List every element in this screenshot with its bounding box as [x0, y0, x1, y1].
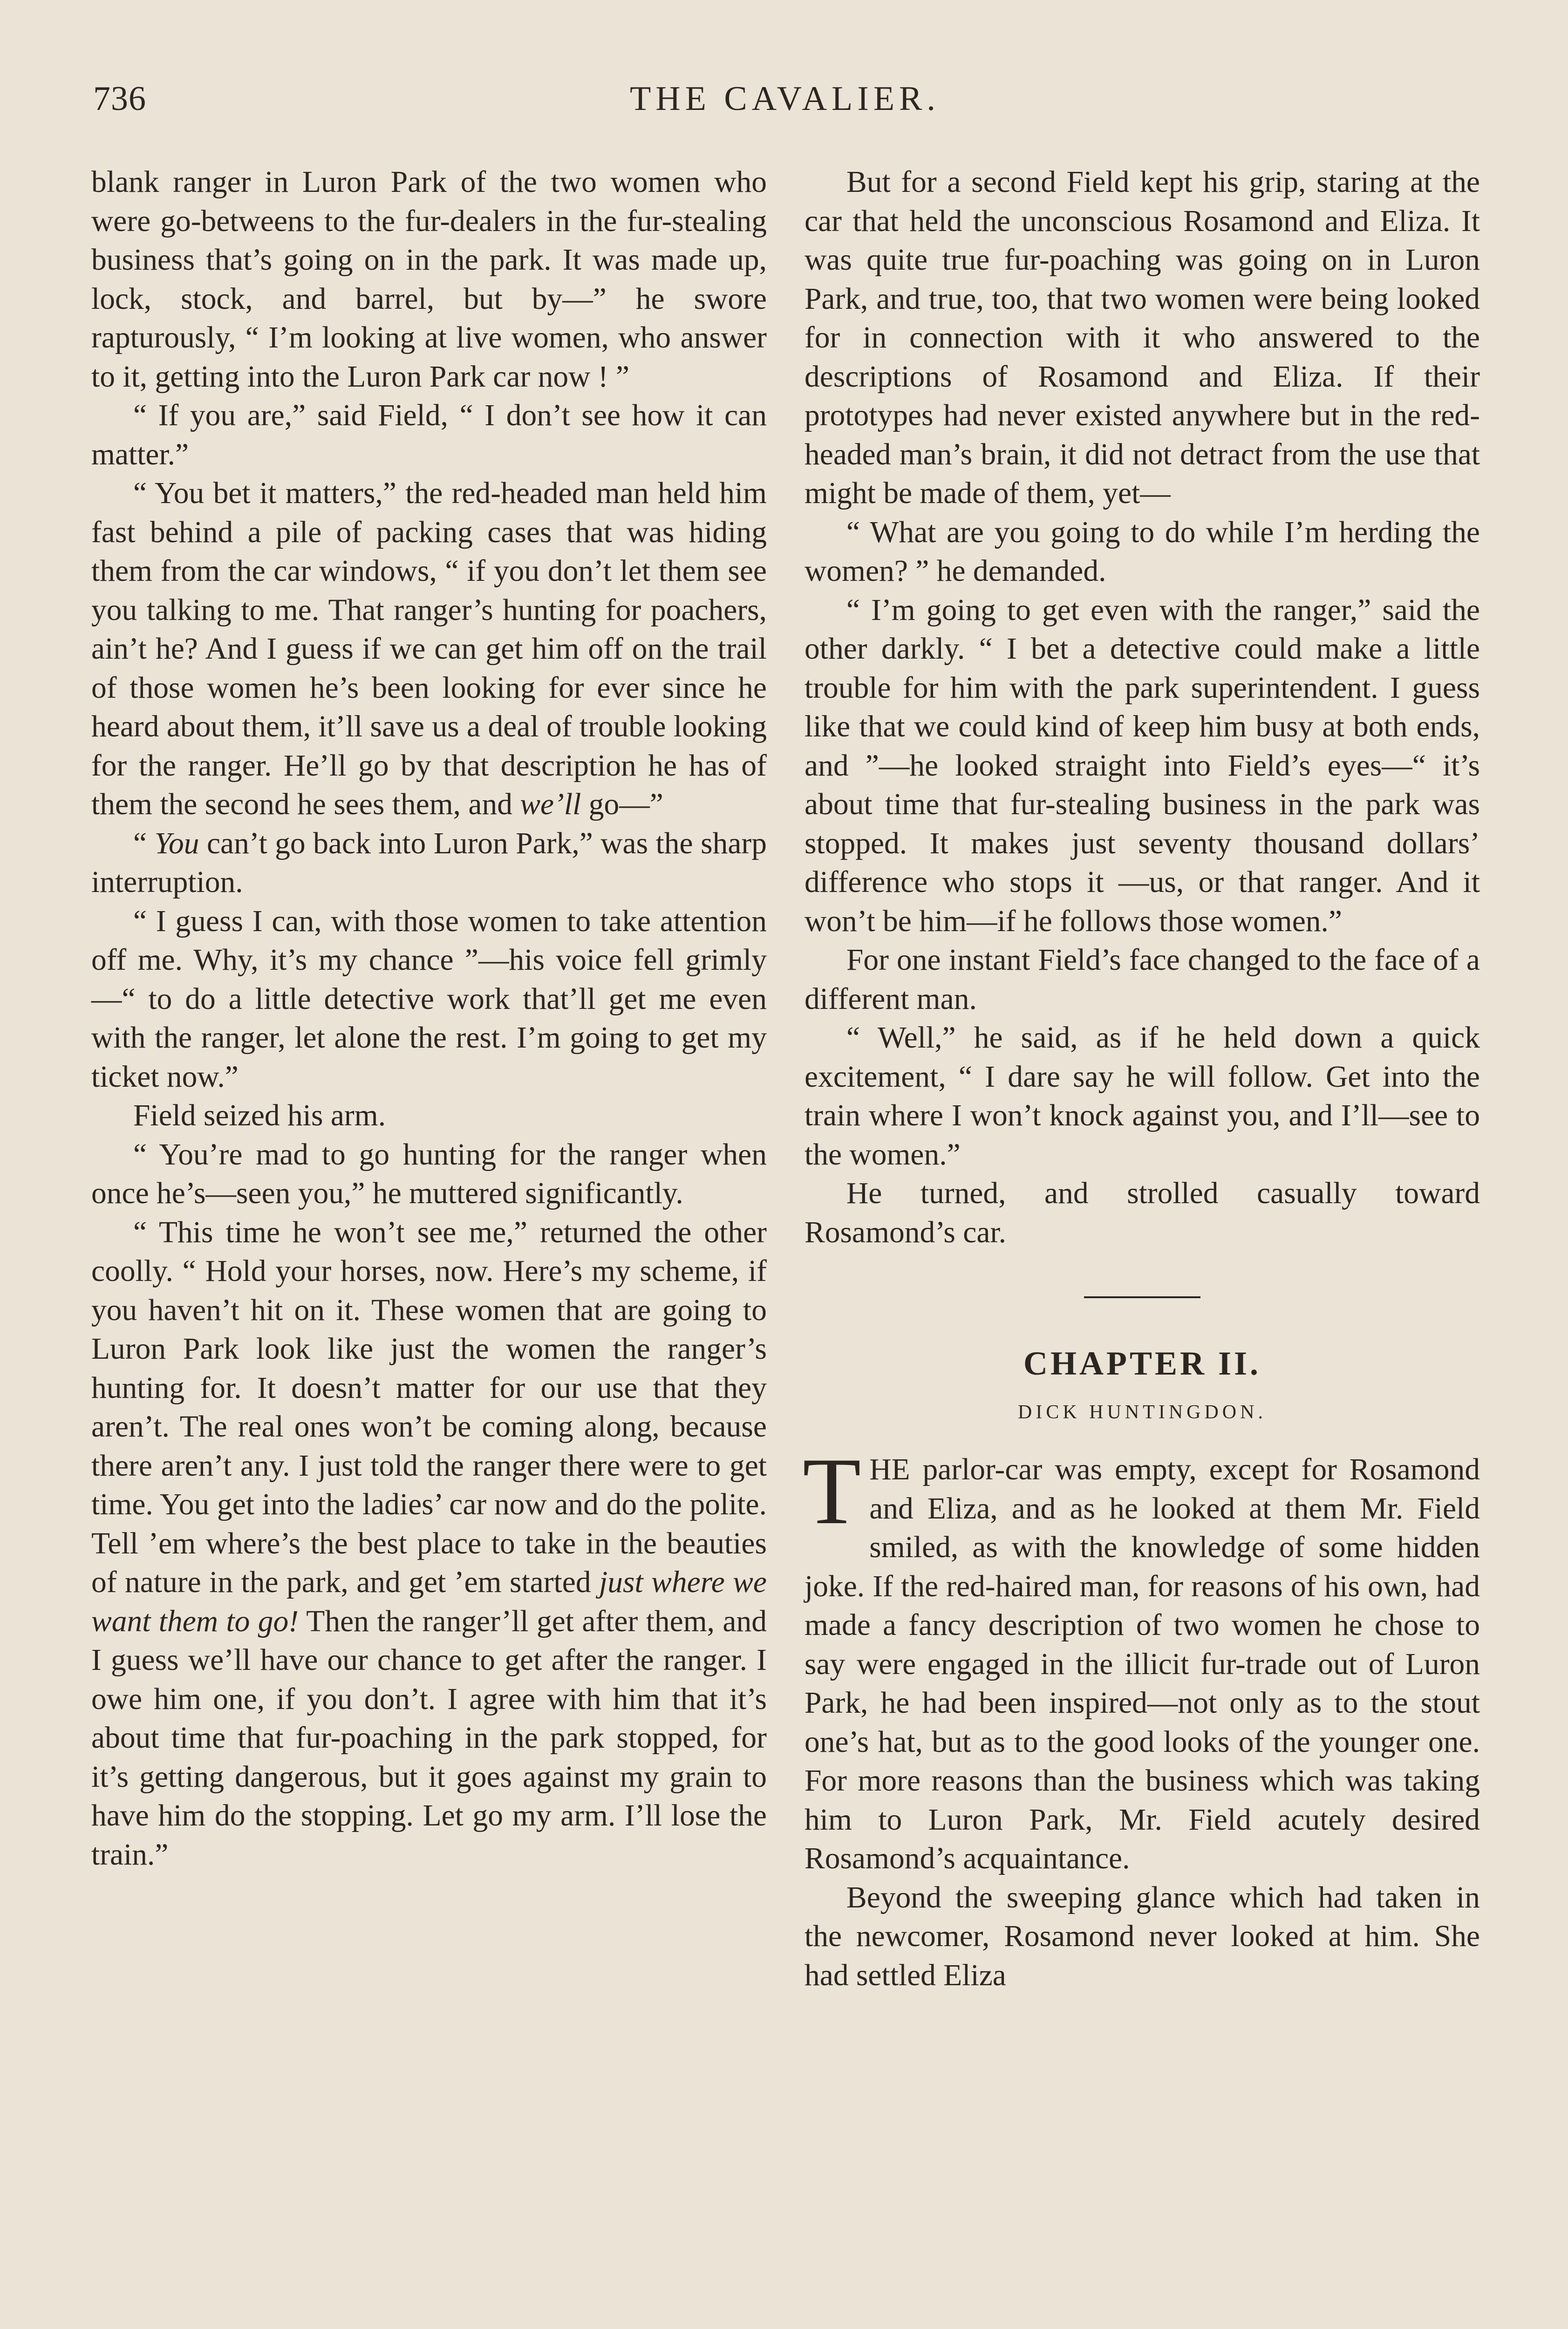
paragraph: Beyond the sweeping glance which had taken in the newcomer, Rosamond never looked at him. She had settled Eliza [804, 1880, 1480, 1992]
paragraph: He turned, and strolled casually toward Rosamond’s car. [804, 1177, 1480, 1249]
paragraph: For one instant Field’s face changed to the face of a different man. [804, 943, 1480, 1016]
paragraph-text: go—” [581, 788, 663, 821]
italic-text: You [154, 826, 199, 860]
paragraph: But for a second Field kept his grip, staring at the car that held the unconscious Rosamond and Eliza. It was quite true fur-poaching was going on in Luron Park, and true, too, that two women were being looked for in connection with it who answered to the descriptions of Rosamond and Eliza. If their prototypes had never existed anywhere but in the red-headed man’s brain, it did not detract from the use that might be made of them, yet— [804, 165, 1480, 510]
paragraph [91, 1213, 767, 1875]
paragraph-text: “ This time he won’t see me,” returned the other coolly. “ Hold your horses, now. Here’s my scheme, if you haven’t hit on it. These women that are going to Luron Park look like just the women the ranger’s hunting for. It doesn’t matter for our use that they aren’t. The real ones won’t be coming along, because there aren’t any. I just told the ranger there were to get time. You get into the ladies’ car now and do the polite. Tell ’em where’s the best place to take in the beauties of nature in the park, and get ’em started [91, 1215, 767, 1599]
paragraph: blank ranger in Luron Park of the two women who were go-betweens to the fur-dealers in the fur-stealing business that’s going on in the park. It was made up, lock, stock, and barrel, but by—” he swore rapturously, “ I’m looking at live women, who answer to it, getting into the Luron Park car now ! ” [91, 165, 767, 394]
paragraph: “ What are you going to do while I’m herding the women? ” he demanded. [804, 515, 1480, 588]
paragraph: “ I’m going to get even with the ranger,” said the other darkly. “ I bet a detective could make a little trouble for him with the park superintendent. I guess like that we could kind of keep him busy at both ends, and ”—he looked straight into Field’s eyes—“ it’s about time that fur-stealing business in the park was stopped. It makes just seventy thousand dollars’ difference who stops it —us, or that ranger. And it won’t be him—if he follows those women.” [804, 593, 1480, 938]
italic-text: just where we want them to go! [91, 1566, 767, 1638]
section-divider [1084, 1296, 1200, 1298]
paragraph: “ I guess I can, with those women to take attention off me. Why, it’s my chance ”—his voice fell grimly—“ to do a little detective work that’ll get me even with the ranger, let alone the rest. I’m going to get my ticket now.” [91, 904, 767, 1094]
page-header [93, 79, 1477, 130]
chapter-opening-paragraph [803, 1438, 1480, 1879]
paragraph: Field seized his arm. [133, 1099, 386, 1132]
paragraph-text: can’t go back into Luron Park,” was the sharp interruption. [91, 826, 767, 899]
left-column [91, 163, 767, 1874]
page-number: 736 [93, 80, 146, 118]
paragraph: “ Well,” he said, as if he held down a quick excitement, “ I dare say he will follow. Get into the train where I won’t knock against you, and I’ll—see to the women.” [804, 1021, 1480, 1171]
chapter-title: CHAPTER II. [1023, 1345, 1261, 1382]
paragraph [91, 824, 767, 902]
drop-cap: T [803, 1438, 861, 1544]
paragraph-text: “ [133, 826, 155, 860]
paragraph-text: “ You bet it matters,” the red-headed man held him fast behind a pile of packing cases that was hiding them from the car windows, “ if you don’t let them see you talking to me. That ranger’s hunting for poachers, ain’t he? And I guess if we can get him off on the trail of those women he’s been looking for ever since he heard about them, it’ll save us a deal of trouble looking for the ranger. He’ll go by that description he has of them the second he sees them, and [91, 477, 767, 821]
running-head: THE CAVALIER. [630, 80, 940, 118]
italic-text: we’ll [520, 788, 581, 821]
paragraph: “ You’re mad to go hunting for the ranger when once he’s—seen you,” he muttered significantly. [91, 1137, 767, 1210]
right-column [804, 163, 1480, 1995]
paragraph: “ If you are,” said Field, “ I don’t see how it can matter.” [91, 399, 767, 471]
paragraph-text: Then the ranger’ll get after them, and I guess we’ll have our chance to get after the ranger. I owe him one, if you don’t. I agree with him that it’s about time that fur-poaching in the park stopped, for it’s getting dangerous, but it goes against my grain to have him do the stopping. Let go my arm. I’ll lose the train.” [91, 1604, 767, 1872]
paragraph-text: HE parlor-car was empty, except for Rosamond and Eliza, and as he looked at them Mr. Field smiled, as with the knowledge of some hidden joke. If the red-haired man, for reasons of his own, had made a fancy description of two women he chose to say were engaged in the illicit fur-trade out of Luron Park, he had been inspired—not only as to the stout one’s hat, but as to the good looks of the younger one. For more reasons than the business which was taking him to Luron Park, Mr. Field acutely desired Rosamond’s acquaintance. [804, 1453, 1480, 1875]
paragraph [91, 474, 767, 824]
chapter-subtitle: DICK HUNTINGDON. [1018, 1402, 1267, 1423]
